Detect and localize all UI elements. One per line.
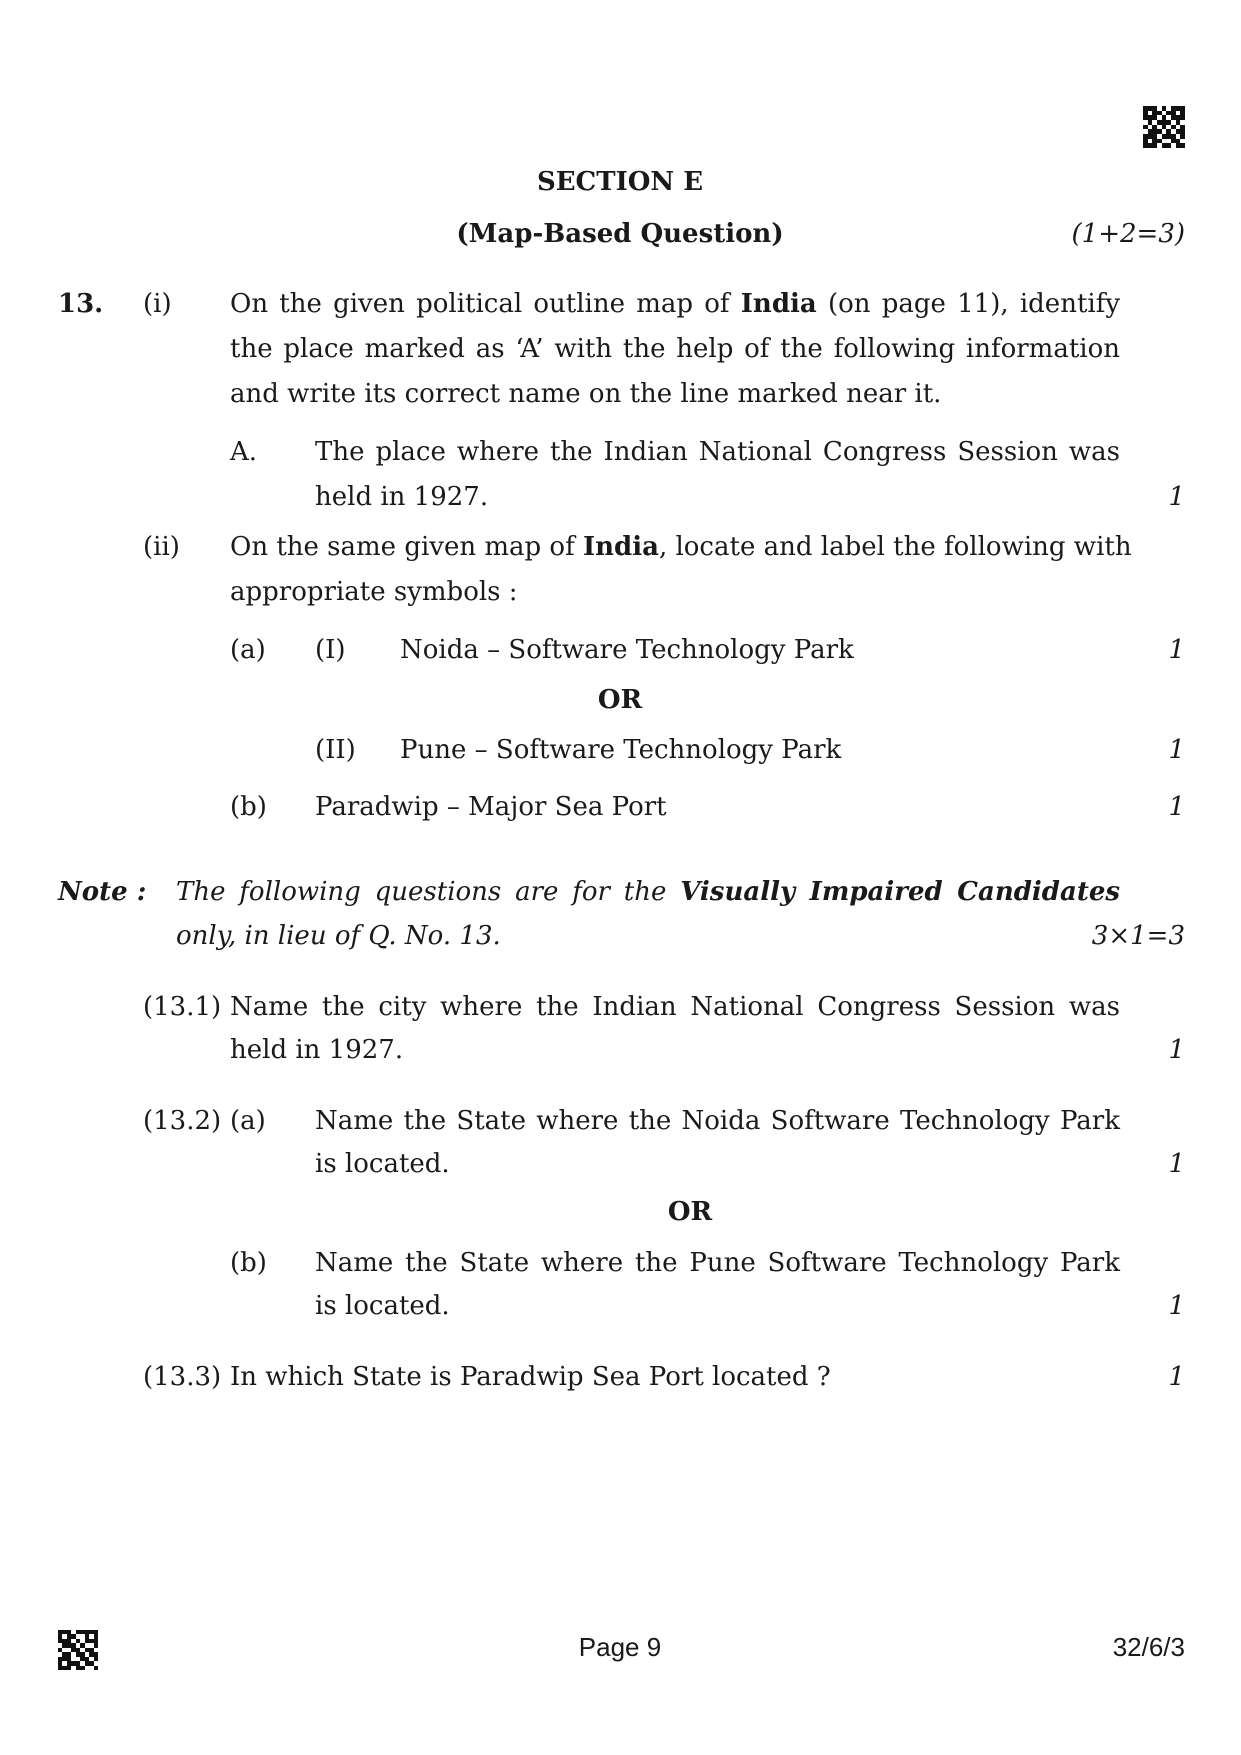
- vi-q3-marks: 1: [1168, 1362, 1185, 1392]
- part-ii-a-I-label: (I): [315, 635, 346, 665]
- vi-q1-label: (13.1): [143, 992, 222, 1022]
- section-title: SECTION E: [536, 167, 704, 197]
- vi-q2b-line2: is located.: [315, 1291, 450, 1321]
- part-i-label: (i): [143, 289, 172, 319]
- or-separator-1: OR: [597, 685, 643, 715]
- vi-q2-label: (13.2): [143, 1106, 222, 1136]
- part-ii-line2: appropriate symbols :: [230, 577, 518, 607]
- part-ii-a-I-marks: 1: [1168, 635, 1185, 665]
- part-i-line2: the place marked as ‘A’ with the help of the following information: [230, 334, 1120, 364]
- vi-q2a-label: (a): [230, 1106, 266, 1136]
- section-subtitle: (Map-Based Question): [456, 219, 784, 249]
- part-ii-b-text: Paradwip – Major Sea Port: [315, 792, 667, 822]
- part-ii-a-I-text: Noida – Software Technology Park: [400, 635, 854, 665]
- item-a-marks: 1: [1168, 482, 1185, 512]
- vi-q3-text: In which State is Paradwip Sea Port located ?: [230, 1362, 831, 1392]
- part-i-line3: and write its correct name on the line marked near it.: [230, 379, 942, 409]
- part-i-line1: On the given political outline map of India (on page 11), identify: [230, 289, 1121, 319]
- vi-q2a-line1: Name the State where the Noida Software Technology Park: [315, 1106, 1120, 1136]
- qr-code-top: [1143, 106, 1185, 148]
- vi-q2a-marks: 1: [1168, 1149, 1185, 1179]
- section-marks: (1+2=3): [1071, 219, 1185, 249]
- vi-q2a-line2: is located.: [315, 1149, 450, 1179]
- part-ii-a-II-label: (II): [315, 735, 356, 765]
- note-line2: only, in lieu of Q. No. 13.: [176, 921, 501, 951]
- part-ii-a-II-text: Pune – Software Technology Park: [400, 735, 842, 765]
- part-ii-label: (ii): [143, 532, 180, 562]
- note-marks: 3×1=3: [1091, 921, 1185, 951]
- qr-code-bottom: [58, 1630, 98, 1670]
- or-separator-2: OR: [667, 1197, 713, 1227]
- part-ii-a-label: (a): [230, 635, 266, 665]
- item-a-line1: The place where the Indian National Congress Session was: [315, 437, 1120, 467]
- part-ii-line1: On the same given map of India, locate and label the following with: [230, 532, 1132, 562]
- part-ii-a-II-marks: 1: [1168, 735, 1185, 765]
- vi-q2b-label: (b): [230, 1248, 267, 1278]
- item-a-line2: held in 1927.: [315, 482, 489, 512]
- vi-q1-line1: Name the city where the Indian National Congress Session was: [230, 992, 1120, 1022]
- vi-q1-line2: held in 1927.: [230, 1035, 404, 1065]
- vi-q3-label: (13.3): [143, 1362, 222, 1392]
- question-number: 13.: [58, 289, 104, 319]
- vi-q2b-marks: 1: [1168, 1291, 1185, 1321]
- note-line1: The following questions are for the Visually Impaired Candidates: [176, 877, 1121, 907]
- note-label: Note :: [58, 877, 147, 907]
- part-ii-b-marks: 1: [1168, 792, 1185, 822]
- vi-q1-marks: 1: [1168, 1035, 1185, 1065]
- page-number: Page 9: [578, 1632, 662, 1662]
- part-ii-b-label: (b): [230, 792, 267, 822]
- item-a-label: A.: [230, 437, 258, 467]
- vi-q2b-line1: Name the State where the Pune Software Technology Park: [315, 1248, 1120, 1278]
- paper-code: 32/6/3: [1112, 1632, 1185, 1662]
